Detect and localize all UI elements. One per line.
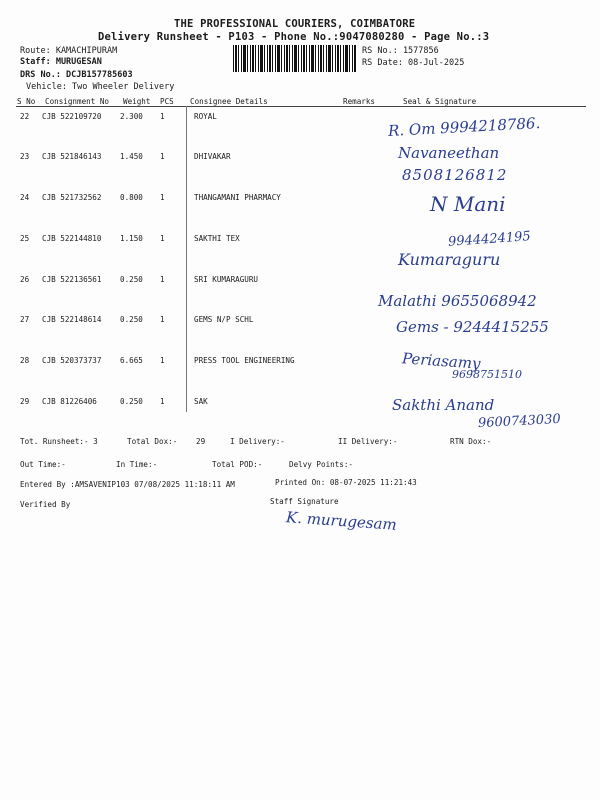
row-pcs: 1: [160, 193, 165, 202]
col-remarks: Remarks: [343, 97, 376, 106]
row-pcs: 1: [160, 315, 165, 324]
in-time: In Time:-: [116, 460, 158, 469]
row-weight: 0.800: [120, 193, 143, 202]
row-sno: 29: [20, 397, 30, 406]
row-consignee: THANGAMANI PHARMACY: [194, 193, 281, 202]
row-consignment-no: CJB 522144810: [42, 234, 102, 243]
handwritten-signature: 9600743030: [477, 411, 562, 432]
consignee-column-rule: [186, 106, 187, 412]
row-consignment-no: CJB 521732562: [42, 193, 102, 202]
row-pcs: 1: [160, 356, 165, 365]
out-time: Out Time:-: [20, 460, 66, 469]
handwritten-signature: Sakthi Anand: [392, 396, 495, 414]
staff-signature-label: Staff Signature: [270, 497, 339, 506]
entered-by: Entered By :AMSAVENIP103 07/08/2025 11:18:11 AM: [20, 480, 235, 489]
row-consignment-no: CJB 522136561: [42, 275, 102, 284]
row-pcs: 1: [160, 234, 165, 243]
handwritten-signature: Gems - 9244415255: [396, 318, 549, 336]
handwritten-signature: 8508126812: [402, 166, 508, 184]
handwritten-signature: 9698751510: [452, 368, 522, 381]
ii-delivery: II Delivery:-: [338, 437, 398, 446]
row-consignee: SAKTHI TEX: [194, 234, 240, 243]
row-consignee: ROYAL: [194, 112, 217, 121]
row-sno: 27: [20, 315, 30, 324]
total-runsheet: Tot. Runsheet:- 3: [20, 437, 98, 446]
row-weight: 2.300: [120, 112, 143, 121]
row-sno: 22: [20, 112, 30, 121]
row-weight: 0.250: [120, 315, 143, 324]
row-consignment-no: CJB 520373737: [42, 356, 102, 365]
row-sno: 26: [20, 275, 30, 284]
row-pcs: 1: [160, 275, 165, 284]
rs-date: RS Date: 08-Jul-2025: [362, 58, 465, 68]
row-consignee: PRESS TOOL ENGINEERING: [194, 356, 295, 365]
col-seal-signature: Seal & Signature: [403, 97, 477, 106]
row-pcs: 1: [160, 112, 165, 121]
handwritten-signature: Navaneethan: [398, 144, 500, 162]
total-pod: Total POD:-: [212, 460, 263, 469]
header-divider: [16, 106, 586, 107]
row-pcs: 1: [160, 152, 165, 161]
rs-number: RS No.: 1577856: [362, 46, 439, 56]
barcode-image: [233, 45, 356, 72]
row-consignee: DHIVAKAR: [194, 152, 231, 161]
rtn-dox: RTN Dox:-: [450, 437, 492, 446]
verified-by: Verified By: [20, 500, 71, 509]
row-consignee: GEMS N/P SCHL: [194, 315, 254, 324]
printed-on: Printed On: 08-07-2025 11:21:43: [275, 478, 417, 487]
total-dox-label: Total Dox:-: [127, 437, 178, 446]
row-weight: 1.150: [120, 234, 143, 243]
col-pcs: PCS: [160, 97, 174, 106]
row-weight: 1.450: [120, 152, 143, 161]
col-sno: S No: [17, 97, 36, 106]
runsheet-title: Delivery Runsheet - P103 - Phone No.:9047080280 - Page No.:3: [98, 31, 490, 43]
drs-number: DRS No.: DCJB157785603: [20, 70, 133, 80]
row-consignee: SAK: [194, 397, 208, 406]
row-consignment-no: CJB 81226406: [42, 397, 97, 406]
i-delivery: I Delivery:-: [230, 437, 285, 446]
row-sno: 28: [20, 356, 30, 365]
col-consignment: Consignment No: [45, 97, 110, 106]
staff-label: Staff: MURUGESAN: [20, 57, 102, 67]
row-consignment-no: CJB 521846143: [42, 152, 102, 161]
row-weight: 0.250: [120, 397, 143, 406]
handwritten-signature: R. Om 9994218786.: [387, 114, 541, 140]
row-consignee: SRI KUMARAGURU: [194, 275, 259, 284]
handwritten-signature: Kumaraguru: [398, 250, 501, 269]
staff-handwritten-signature: K. murugesam: [285, 508, 398, 534]
handwritten-signature: Periasamy: [401, 349, 482, 373]
handwritten-signature: N Mani: [430, 192, 506, 216]
row-sno: 23: [20, 152, 30, 161]
row-weight: 6.665: [120, 356, 143, 365]
handwritten-signature: 9944424195: [447, 229, 532, 250]
delvy-points: Delvy Points:-: [289, 460, 354, 469]
row-sno: 24: [20, 193, 30, 202]
total-dox-value: 29: [196, 437, 206, 446]
handwritten-signature: Malathi 9655068942: [378, 292, 537, 310]
col-consignee: Consignee Details: [190, 97, 268, 106]
row-weight: 0.250: [120, 275, 143, 284]
row-pcs: 1: [160, 397, 165, 406]
row-sno: 25: [20, 234, 30, 243]
row-consignment-no: CJB 522148614: [42, 315, 102, 324]
route-label: Route: KAMACHIPURAM: [20, 46, 118, 56]
vehicle-label: Vehicle: Two Wheeler Delivery: [26, 82, 175, 92]
col-weight: Weight: [123, 97, 151, 106]
company-name: THE PROFESSIONAL COURIERS, COIMBATORE: [174, 18, 416, 30]
row-consignment-no: CJB 522109720: [42, 112, 102, 121]
